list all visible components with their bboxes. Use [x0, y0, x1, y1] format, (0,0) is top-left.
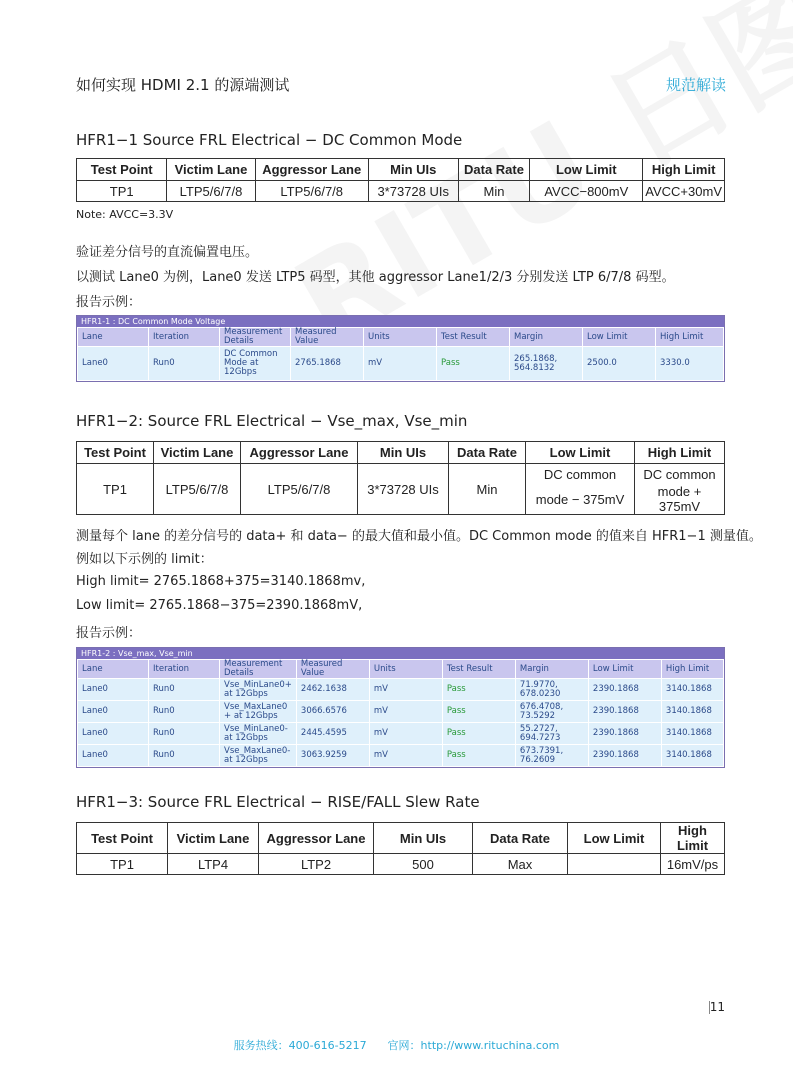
cell: Lane0: [78, 679, 149, 701]
cell: 3*73728 UIs: [358, 464, 449, 515]
paragraph: 测量每个 lane 的差分信号的 data+ 和 data− 的最大值和最小值。DC Common mode 的值来自 HFR1−1 测量值。: [76, 529, 762, 544]
cell: Min: [449, 464, 526, 515]
paragraph: Low limit= 2765.1868−375=2390.1868mV,: [76, 598, 363, 613]
cell: Pass: [442, 745, 515, 767]
cell: Min: [458, 181, 530, 202]
col-header: Low Limit: [526, 442, 635, 464]
cell: 71.9770, 678.0230: [515, 679, 588, 701]
col-header: Aggressor Lane: [241, 442, 358, 464]
paragraph: 报告示例：: [76, 295, 142, 310]
col-header: Aggressor Lane: [259, 823, 374, 854]
document-header-title: 如何实现 HDMI 2.1 的源端测试: [76, 76, 290, 94]
table-row: [77, 464, 725, 485]
col-header: Data Rate: [458, 159, 530, 181]
cell: LTP5/6/7/8: [154, 464, 241, 515]
cell: Vse_MinLane0- at 12Gbps: [220, 723, 297, 745]
col-header: Min UIs: [368, 159, 458, 181]
col-header: Data Rate: [449, 442, 526, 464]
paragraph: 报告示例：: [76, 626, 142, 641]
section-3-title: HFR1−3: Source FRL Electrical − RISE/FALL Slew Rate: [76, 793, 480, 811]
col-header: Min UIs: [358, 442, 449, 464]
cell: mV: [364, 347, 437, 381]
cell: Pass: [442, 679, 515, 701]
table-row: [77, 854, 725, 875]
cell: 500: [374, 854, 473, 875]
cell: 2390.1868: [588, 701, 661, 723]
col-header: Margin: [510, 328, 583, 347]
cell: mV: [369, 679, 442, 701]
cell: mV: [369, 723, 442, 745]
cell: 2390.1868: [588, 745, 661, 767]
col-header: High Limit: [635, 442, 725, 464]
cell: 2500.0: [583, 347, 656, 381]
table-row: [78, 723, 724, 745]
section-2-title: HFR1−2: Source FRL Electrical − Vse_max, Vse_min: [76, 412, 468, 430]
cell: TP1: [77, 854, 168, 875]
cell: Lane0: [78, 701, 149, 723]
col-header: Min UIs: [374, 823, 473, 854]
report-table-1: [76, 315, 725, 382]
note: Note: AVCC=3.3V: [76, 208, 174, 221]
cell: 673.7391, 76.2609: [515, 745, 588, 767]
cell: 2445.4595: [296, 723, 369, 745]
cell: LTP4: [168, 854, 259, 875]
col-header: High Limit: [661, 823, 725, 854]
cell: 2765.1868: [291, 347, 364, 381]
cell: 55.2727, 694.7273: [515, 723, 588, 745]
cell: Run0: [149, 701, 220, 723]
cell: 16mV/ps: [661, 854, 725, 875]
cell: mode − 375mV: [526, 484, 635, 515]
col-header: Victim Lane: [168, 823, 259, 854]
document-header-section: 规范解读: [665, 76, 726, 94]
col-header: Victim Lane: [154, 442, 241, 464]
paragraph: 验证差分信号的直流偏置电压。: [76, 245, 259, 260]
col-header: Margin: [515, 660, 588, 679]
report-title: HFR1-2 : Vse_max, Vse_min: [77, 648, 724, 659]
cell: Run0: [149, 745, 220, 767]
cell: Pass: [442, 701, 515, 723]
col-header: Victim Lane: [167, 159, 255, 181]
table-row: [78, 347, 724, 381]
col-header: Low Limit: [583, 328, 656, 347]
cell: 3140.1868: [661, 701, 723, 723]
cell: DC common: [635, 464, 725, 485]
col-header: Units: [369, 660, 442, 679]
col-header: Low Limit: [530, 159, 643, 181]
col-header: Iteration: [149, 328, 220, 347]
cell: Vse_MaxLane0 + at 12Gbps: [220, 701, 297, 723]
cell: 3140.1868: [661, 723, 723, 745]
cell: Run0: [149, 347, 220, 381]
cell: Max: [473, 854, 568, 875]
cell: 3140.1868: [661, 679, 723, 701]
col-header: Test Point: [77, 823, 168, 854]
cell: TP1: [77, 464, 154, 515]
paragraph: 例如以下示例的 limit：: [76, 552, 213, 567]
cell: Lane0: [78, 723, 149, 745]
footer-contact: 服务热线：400-616-5217 官网：http://www.rituchina.com: [233, 1039, 560, 1052]
col-header: Test Point: [77, 442, 154, 464]
col-header: High Limit: [656, 328, 724, 347]
col-header: Test Point: [77, 159, 167, 181]
cell: 265.1868, 564.8132: [510, 347, 583, 381]
cell: Vse_MaxLane0- at 12Gbps: [220, 745, 297, 767]
col-header: Aggressor Lane: [255, 159, 368, 181]
col-header: Measured Value: [291, 328, 364, 347]
report-title: HFR1-1 : DC Common Mode Voltage: [77, 316, 724, 327]
col-header: Measurement Details: [220, 660, 297, 679]
table-row: [78, 679, 724, 701]
cell: 676.4708, 73.5292: [515, 701, 588, 723]
cell: [568, 854, 661, 875]
col-header: Lane: [78, 660, 149, 679]
cell: 3063.9259: [296, 745, 369, 767]
cell: AVCC+30mV: [643, 181, 725, 202]
cell: Pass: [442, 723, 515, 745]
cell: mV: [369, 701, 442, 723]
cell: mV: [369, 745, 442, 767]
cell: 2390.1868: [588, 723, 661, 745]
cell: DC Common Mode at 12Gbps: [220, 347, 291, 381]
col-header: Test Result: [442, 660, 515, 679]
page-number: 11: [709, 1000, 725, 1014]
cell: TP1: [77, 181, 167, 202]
report-table-2: [76, 647, 725, 768]
cell: 2462.1638: [296, 679, 369, 701]
section-1-title: HFR1−1 Source FRL Electrical − DC Common Mode: [76, 131, 463, 149]
cell: Run0: [149, 723, 220, 745]
col-header: High Limit: [661, 660, 723, 679]
cell: Run0: [149, 679, 220, 701]
paragraph: High limit= 2765.1868+375=3140.1868mv,: [76, 574, 366, 589]
cell: 3066.6576: [296, 701, 369, 723]
cell: LTP2: [259, 854, 374, 875]
col-header: Low Limit: [588, 660, 661, 679]
cell: Pass: [437, 347, 510, 381]
table-row: [77, 181, 725, 202]
cell: Vse_MinLane0+ at 12Gbps: [220, 679, 297, 701]
col-header: Test Result: [437, 328, 510, 347]
spec-table-2: [76, 441, 725, 515]
cell: AVCC−800mV: [530, 181, 643, 202]
cell: LTP5/6/7/8: [241, 464, 358, 515]
cell: DC common: [526, 464, 635, 485]
table-row: [78, 701, 724, 723]
cell: Lane0: [78, 347, 149, 381]
cell: mode + 375mV: [635, 484, 725, 515]
col-header: Units: [364, 328, 437, 347]
col-header: Iteration: [149, 660, 220, 679]
cell: 3*73728 UIs: [368, 181, 458, 202]
table-row: [78, 745, 724, 767]
spec-table-3: [76, 822, 725, 875]
cell: 2390.1868: [588, 679, 661, 701]
cell: 3330.0: [656, 347, 724, 381]
cell: Lane0: [78, 745, 149, 767]
cell: LTP5/6/7/8: [255, 181, 368, 202]
col-header: Lane: [78, 328, 149, 347]
spec-table-1: [76, 158, 725, 202]
col-header: Data Rate: [473, 823, 568, 854]
cell: 3140.1868: [661, 745, 723, 767]
paragraph: 以测试 Lane0 为例，Lane0 发送 LTP5 码型，其他 aggressor Lane1/2/3 分别发送 LTP 6/7/8 码型。: [76, 270, 675, 285]
cell: LTP5/6/7/8: [167, 181, 255, 202]
col-header: Low Limit: [568, 823, 661, 854]
col-header: High Limit: [643, 159, 725, 181]
col-header: Measurement Details: [220, 328, 291, 347]
col-header: Measured Value: [296, 660, 369, 679]
